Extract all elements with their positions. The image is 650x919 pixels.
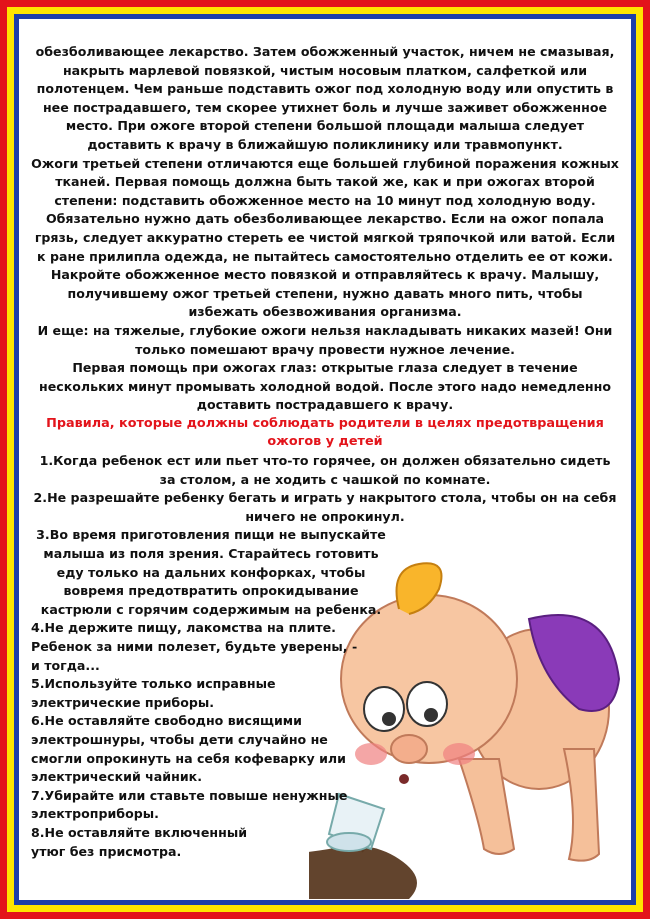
rules-list	[31, 452, 619, 861]
rule-item-4: 4.Не держите пищу, лакомства на плите. Ребенок за ними полезет, будьте уверены, - и тогда...	[31, 620, 358, 673]
paragraph-third-degree: Ожоги третьей степени отличаются еще большей глубиной поражения кожных тканей. Первая помощь должна быть такой же, как и при ожогах второй степени: подставить обожженное место на 10 минут под холодную воду. Обязательно нужно дать обезболивающее лекарство. Если на ожог попала грязь, следует аккуратно стереть ее чистой мягкой тряпочкой или ватой. Если к ране прилипла одежда, не пытайтесь самостоятельно отделить ее от кожи. Накройте обожженное место повязкой и отправляйтесь к врачу. Малышу, получившему ожог третьей степени, нужно давать много пить, чтобы избежать обезвоживания организма.	[31, 155, 619, 320]
rule-item-1: 1.Когда ребенок ест или пьет что-то горячее, он должен обязательно сидеть за столом, а не ходить с чашкой по комнате.	[39, 453, 611, 487]
paragraph-eye-burns: Первая помощь при ожогах глаз: открытые глаза следует в течение нескольких минут промывать холодной водой. После этого надо немедленно доставить пострадавшего к врачу.	[39, 360, 611, 413]
paragraph-ointment-warning: И еще: на тяжелые, глубокие ожоги нельзя накладывать никаких мазей! Они только помешают врачу провести нужное лечение.	[37, 322, 613, 357]
rule-item-3: 3.Во время приготовления пищи не выпускайте малыша из поля зрения. Старайтесь готовить еду только на дальних конфорках, чтобы вовремя предотвратить опрокидывание кастрюли с горячим содержимым на ребенка.	[36, 527, 386, 617]
rule-item-2: 2.Не разрешайте ребенку бегать и играть у накрытого стола, чтобы он на себя ничего не опрокинул.	[33, 490, 617, 524]
rule-item-5: 5.Используйте только исправные электрические приборы.	[31, 676, 276, 710]
rule-item-8: 8.Не оставляйте включенный утюг без присмотра.	[31, 824, 248, 859]
poster-page	[19, 19, 631, 900]
rules-heading: Правила, которые должны соблюдать родители в целях предотвращения ожогов у детей	[46, 415, 604, 450]
paragraph-intro: обезболивающее лекарство. Затем обожженный участок, ничем не смазывая, накрыть марлевой повязкой, чистым носовым платком, салфеткой или полотенцем. Чем раньше подставить ожог под холодную воду или опустить в нее пострадавшего, тем скорее утихнет боль и лучше заживет обожженное место. При ожоге второй степени большой площади малыша следует доставить к врачу в ближайшую поликлинику или травмопункт.	[35, 44, 615, 152]
poster-text	[31, 43, 619, 861]
rule-item-6: 6.Не оставляйте свободно висящими электрошнуры, чтобы дети случайно не смогли опрокинуть на себя кофеварку или электрический чайник.	[31, 713, 346, 785]
rule-item-7: 7.Убирайте или ставьте повыше ненужные электроприборы.	[31, 787, 348, 822]
